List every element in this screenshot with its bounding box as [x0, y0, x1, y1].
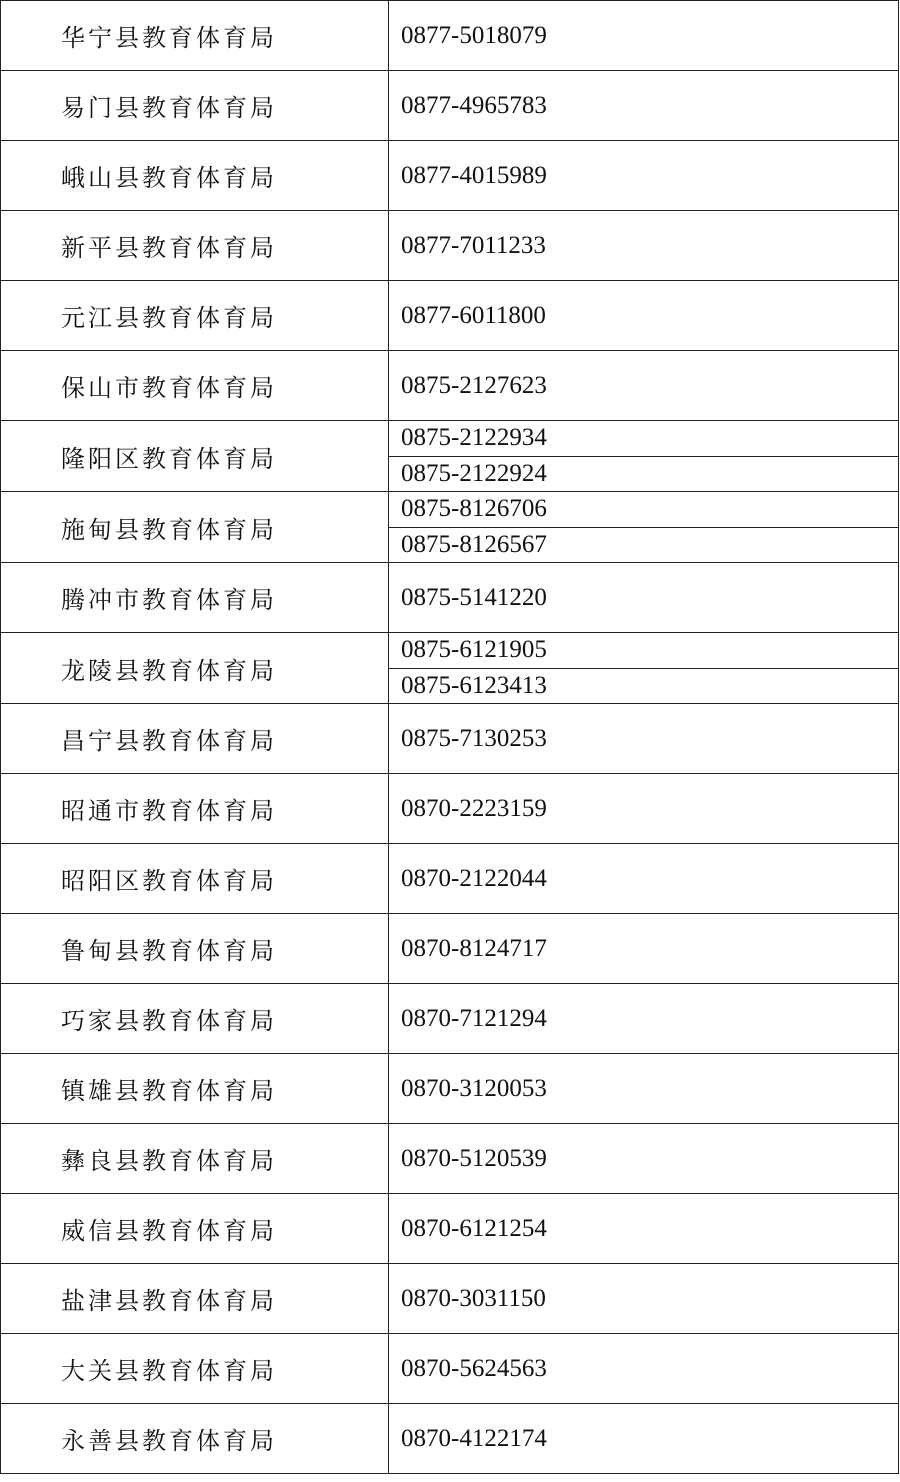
table-row — [1, 844, 899, 914]
phone-number: 0870-3120053 — [389, 1054, 899, 1124]
table-row — [1, 704, 899, 774]
phone-number: 0877-7011233 — [389, 211, 899, 281]
phone-number: 0870-4122174 — [389, 1404, 899, 1474]
table-row — [1, 1194, 899, 1264]
bureau-name: 昭阳区教育体育局 — [1, 844, 389, 914]
table-row — [1, 914, 899, 984]
phone-number: 0877-6011800 — [389, 281, 899, 351]
phone-number: 0870-7121294 — [389, 984, 899, 1054]
bureau-name: 隆阳区教育体育局 — [1, 421, 389, 492]
phone-number: 0870-2223159 — [389, 774, 899, 844]
table-row — [1, 1, 899, 71]
bureau-name: 易门县教育体育局 — [1, 71, 389, 141]
table-row — [1, 774, 899, 844]
phone-number: 0877-4965783 — [389, 71, 899, 141]
phone-number: 0875-7130253 — [389, 704, 899, 774]
phone-number: 0875-8126706 — [389, 492, 899, 528]
bureau-name: 镇雄县教育体育局 — [1, 1054, 389, 1124]
table-row — [1, 1264, 899, 1334]
table-row — [1, 1334, 899, 1404]
table-row — [1, 984, 899, 1054]
table-row — [1, 563, 899, 633]
phone-number: 0870-2122044 — [389, 844, 899, 914]
bureau-name: 新平县教育体育局 — [1, 211, 389, 281]
bureau-name: 龙陵县教育体育局 — [1, 633, 389, 704]
table-row — [1, 421, 899, 457]
table-row — [1, 141, 899, 211]
bureau-name: 腾冲市教育体育局 — [1, 563, 389, 633]
bureau-name: 大关县教育体育局 — [1, 1334, 389, 1404]
table-row — [1, 351, 899, 421]
bureau-name: 华宁县教育体育局 — [1, 1, 389, 71]
table-row — [1, 71, 899, 141]
phone-number: 0875-8126567 — [389, 527, 899, 563]
phone-number: 0877-5018079 — [389, 1, 899, 71]
phone-number: 0875-2122934 — [389, 421, 899, 457]
bureau-name: 永善县教育体育局 — [1, 1404, 389, 1474]
table-body — [1, 1, 899, 1474]
bureau-name: 彝良县教育体育局 — [1, 1124, 389, 1194]
table-row — [1, 1404, 899, 1474]
table-row — [1, 633, 899, 669]
table-row — [1, 211, 899, 281]
table-row — [1, 1124, 899, 1194]
table-row — [1, 281, 899, 351]
bureau-name: 昌宁县教育体育局 — [1, 704, 389, 774]
bureau-name: 鲁甸县教育体育局 — [1, 914, 389, 984]
bureau-name: 峨山县教育体育局 — [1, 141, 389, 211]
phone-number: 0870-8124717 — [389, 914, 899, 984]
table-row — [1, 492, 899, 528]
phone-number: 0875-2127623 — [389, 351, 899, 421]
phone-number: 0870-5120539 — [389, 1124, 899, 1194]
bureau-name: 威信县教育体育局 — [1, 1194, 389, 1264]
phone-number: 0870-3031150 — [389, 1264, 899, 1334]
phone-number: 0877-4015989 — [389, 141, 899, 211]
phone-number: 0875-6123413 — [389, 668, 899, 704]
bureau-name: 巧家县教育体育局 — [1, 984, 389, 1054]
bureau-name: 施甸县教育体育局 — [1, 492, 389, 563]
bureau-name: 盐津县教育体育局 — [1, 1264, 389, 1334]
bureau-name: 元江县教育体育局 — [1, 281, 389, 351]
phone-number: 0870-5624563 — [389, 1334, 899, 1404]
bureau-name: 保山市教育体育局 — [1, 351, 389, 421]
table-row — [1, 1054, 899, 1124]
phone-number: 0875-2122924 — [389, 456, 899, 492]
phone-number: 0875-6121905 — [389, 633, 899, 669]
phone-number: 0870-6121254 — [389, 1194, 899, 1264]
phone-number: 0875-5141220 — [389, 563, 899, 633]
bureau-name: 昭通市教育体育局 — [1, 774, 389, 844]
